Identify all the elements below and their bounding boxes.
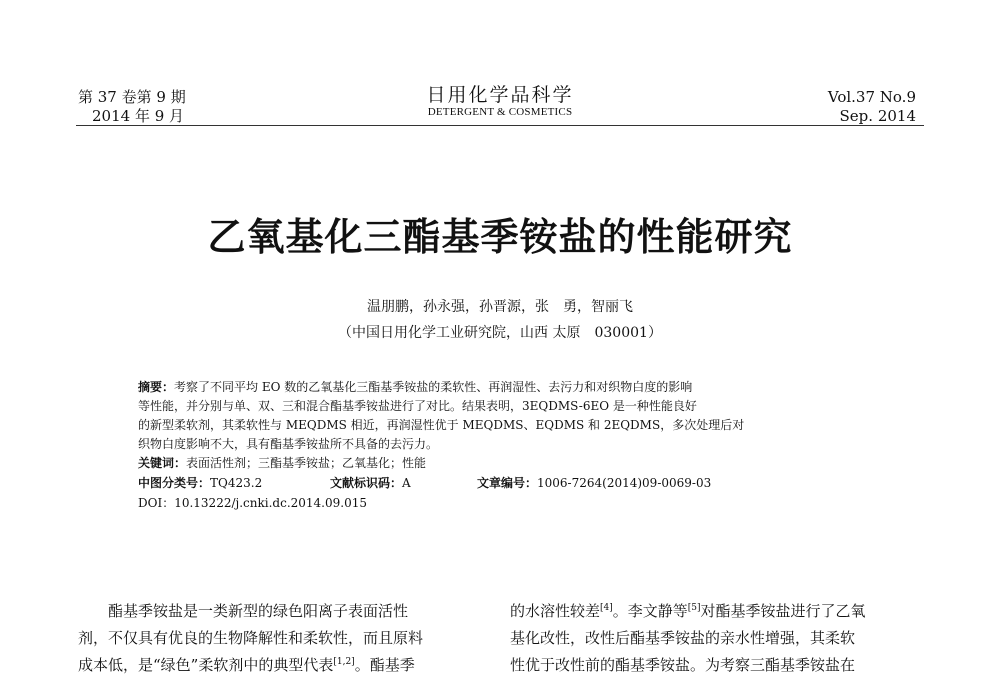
keywords-value: 表面活性剂；三酯基季铵盐；乙氧基化；性能: [186, 456, 427, 470]
body-column-right: [510, 598, 896, 679]
journal-title-en: DETERGENT & COSMETICS: [427, 106, 573, 118]
header-rule: [76, 125, 924, 126]
citation: [5]: [687, 603, 701, 613]
abstract: [138, 378, 862, 454]
body-line: 基化改性，改性后酯基季铵盐的亲水性增强，其柔软: [510, 629, 856, 647]
author-affiliation: （中国日用化学工业研究院，山西 太原 030001）: [338, 325, 662, 341]
abstract-line: 摘要：考察了不同平均 EO 数的乙氧基化三酯基季铵盐的柔软性、再润湿性、去污力和对织物白度的影响: [138, 380, 693, 394]
body-line: 酯基季铵盐是一类新型的绿色阳离子表面活性: [108, 602, 409, 620]
document-code: [330, 474, 411, 493]
citation: [1,2]: [333, 657, 355, 667]
body-line: 性优于改性前的酯基季铵盐。为考察三酯基季铵盐在: [510, 656, 856, 674]
article-number-value: 1006-7264(2014)09-0069-03: [537, 476, 712, 490]
journal-title-cn: 日用化学品科学: [426, 84, 574, 106]
clc-label: 中图分类号：: [138, 476, 211, 490]
doc-code-value: A: [402, 476, 411, 490]
body-line: 成本低，是“绿色”柔软剂中的典型代表[1,2]。酯基季: [78, 656, 415, 674]
citation: [4]: [600, 603, 613, 613]
issue-info-cn: [78, 88, 186, 126]
issue-info-en: [820, 88, 916, 126]
issue-date-cn: 2014 年 9 月: [92, 107, 185, 125]
body-column-left: [78, 598, 464, 679]
doi-value: 10.13222/j.cnki.dc.2014.09.015: [174, 496, 367, 510]
clc-value: TQ423.2: [210, 476, 263, 490]
doi-label: DOI：: [138, 496, 175, 510]
article-number: [477, 474, 711, 493]
issue-date-en: Sep. 2014: [839, 107, 916, 125]
body-line: 的水溶性较差[4]。李文静等[5]对酯基季铵盐进行了乙氧: [510, 602, 866, 620]
classification-line: [138, 474, 262, 493]
doc-code-label: 文献标识码：: [330, 476, 403, 490]
journal-name: [300, 84, 700, 118]
body-line: 剂，不仅具有优良的生物降解性和柔软性，而且原料: [78, 629, 424, 647]
volume-number-en: Vol.37 No.9: [827, 88, 916, 106]
issue-number-cn: 第 37 卷第 9 期: [78, 88, 186, 106]
article-title: 乙氧基化三酯基季铵盐的性能研究: [207, 215, 793, 259]
abstract-label: 摘要：: [138, 380, 175, 394]
article-number-label: 文章编号：: [477, 476, 538, 490]
author-list: 温朋鹏，孙永强，孙晋源，张 勇，智丽飞: [367, 299, 633, 315]
abstract-line: 等性能，并分别与单、双、三和混合酯基季铵盐进行了对比。结果表明，3EQDMS-6EO 是一种性能良好: [138, 399, 697, 413]
doi: [138, 494, 367, 513]
keywords: [138, 454, 426, 473]
keywords-label: 关键词：: [138, 456, 187, 470]
abstract-line: 的新型柔软剂，其柔软性与 MEQDMS 相近，再润湿性优于 MEQDMS、EQDMS 和 2EQDMS，多次处理后对: [138, 418, 745, 432]
abstract-line: 织物白度影响不大，具有酯基季铵盐所不具备的去污力。: [138, 437, 439, 451]
